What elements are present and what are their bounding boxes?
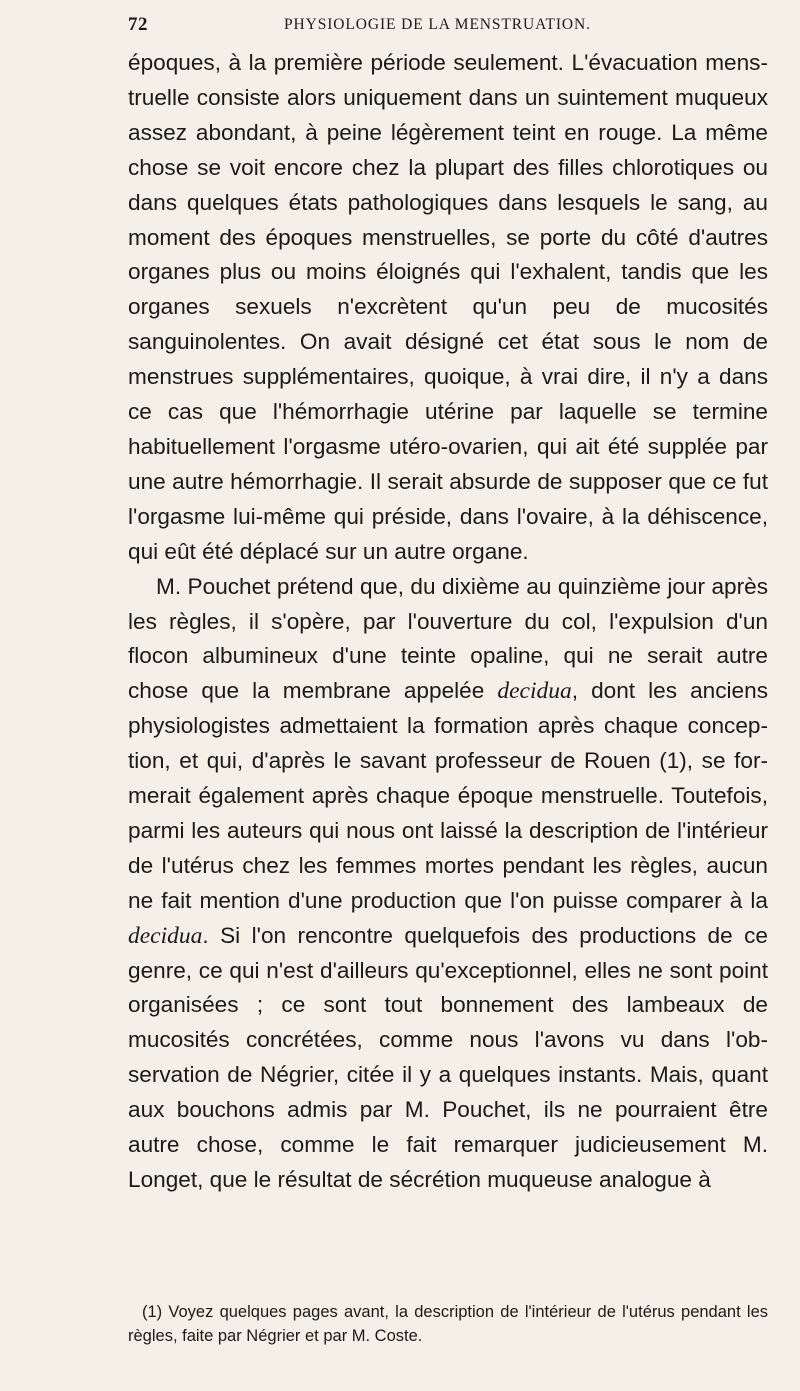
running-title: PHYSIOLOGIE DE LA MENSTRUATION.	[284, 16, 591, 33]
paragraph-1	[128, 46, 768, 570]
running-head	[128, 14, 768, 38]
footnote-text: (1) Voyez quelques pages avant, la description de l'intérieur de l'utérus pendant les règles, faite par Négrier et par M. Coste.	[128, 1303, 768, 1345]
body-text	[128, 46, 768, 1198]
paragraph-2-text-a: M. Pouchet prétend que, du dixième au quinzième jour après les règles, il s'opère, par l'ouverture du col, l'expulsion d'un flocon albumineux d'une teinte opaline, qui ne serait autre chose que la membrane appelée	[128, 573, 768, 704]
footnote	[128, 1300, 768, 1348]
paragraph-2	[128, 570, 768, 1198]
decidua-term-2: decidua	[128, 922, 203, 949]
decidua-term-1: decidua	[497, 678, 572, 705]
paragraph-2-text-b: , dont les anciens physiologistes admettaient la formation après chaque conception, et qui, d'après le savant professeur de Rouen (1), se formerait également après chaque époque menstruelle. Toutefois, parmi les auteurs qui nous ont laissé la description de l'intérieur de l'utérus chez les femmes mortes pendant les règles, aucun ne fait mention d'une production que l'on puisse comparer à la	[128, 678, 768, 913]
paragraph-1-text: époques, à la première période seulement. L'évacuation menstruelle consiste alors uniquement dans un suintement muqueux assez abondant, à peine légèrement teint en rouge. La même chose se voit encore chez la plupart des filles chlorotiques ou dans quelques états pathologiques dans lesquels le sang, au moment des époques menstruelles, se porte du côté d'autres organes plus ou moins éloignés qui l'exhalent, tandis que les organes sexuels n'excrètent qu'un peu de mucosités sanguinolentes. On avait désigné cet état sous le nom de menstrues supplémentaires, quoique, à vrai dire, il n'y a dans ce cas que l'hémorrhagie utérine par laquelle se termine habituellement l'orgasme utéro-ovarien, qui ait été supplée par une autre hémorrhagie. Il serait absurde de supposer que ce fut l'orgasme lui-même qui préside, dans l'ovaire, à la déhiscence, qui eût été déplacé sur un autre organe.	[128, 50, 768, 564]
page-number: 72	[128, 14, 148, 35]
paragraph-2-text-c: . Si l'on rencontre quelquefois des productions de ce genre, ce qui n'est d'ailleurs qu'exceptionnel, elles ne sont point organisées ; ce sont tout bonnement des lambeaux de mucosités concrétées, comme nous l'avons vu dans l'observation de Négrier, citée il y a quelques instants. Mais, quant aux bouchons admis par M. Pouchet, ils ne pourraient être autre chose, comme le fait remarquer judicieusement M. Longet, que le résultat de sécrétion muqueuse analogue à	[128, 922, 768, 1192]
